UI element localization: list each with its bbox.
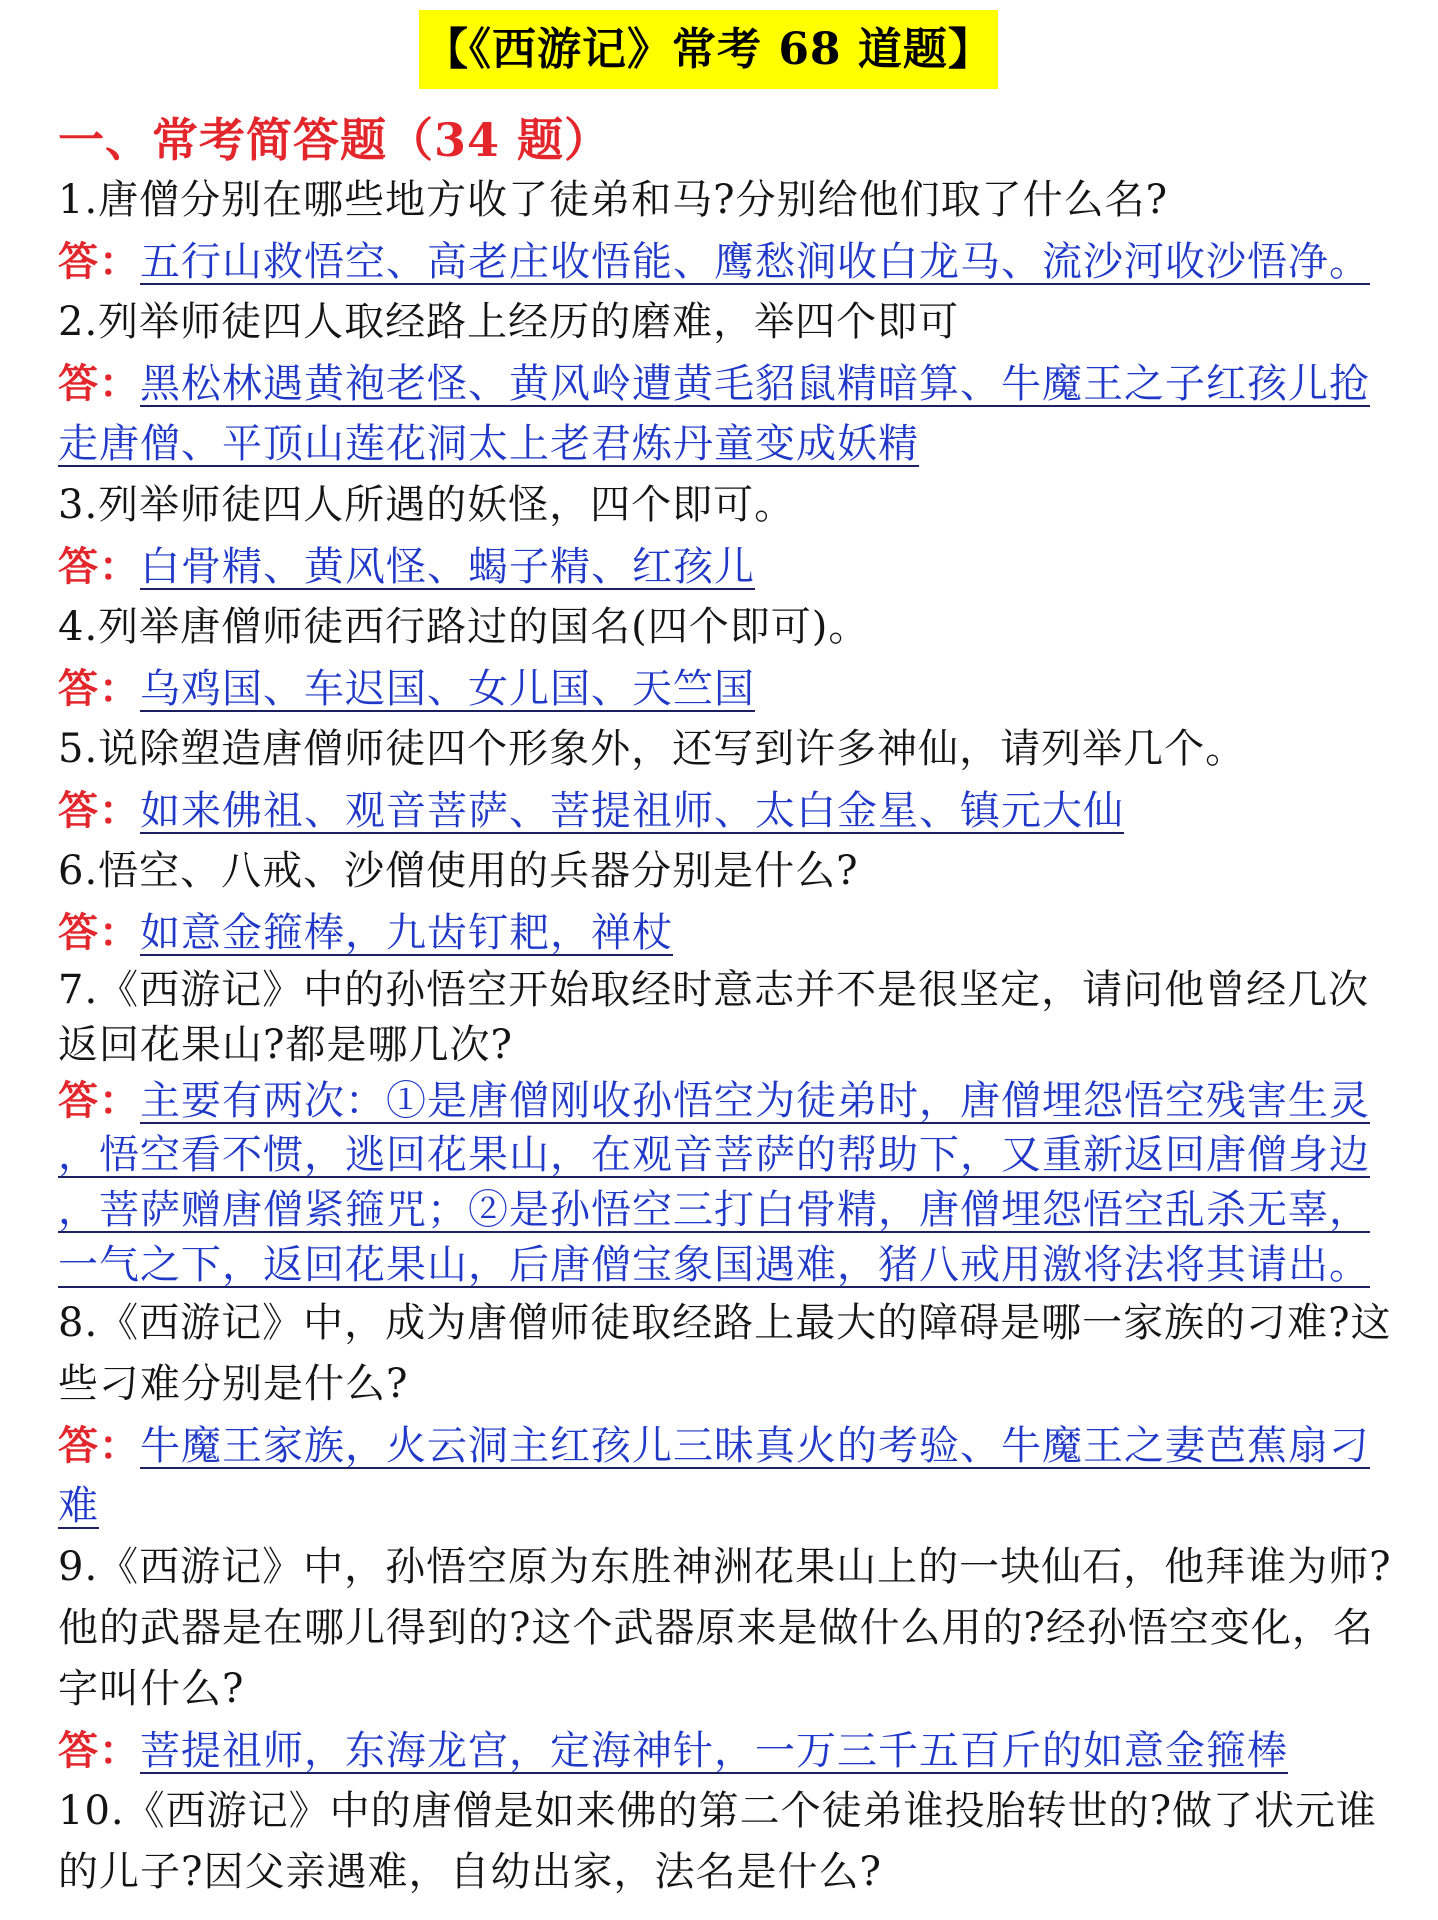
answer-text: 黑松林遇黄袍老怪、黄风岭遭黄毛貂鼠精暗算、牛魔王之子红孩儿抢	[140, 361, 1370, 407]
question-line: 6.悟空、八戒、沙僧使用的兵器分别是什么?	[58, 848, 859, 894]
answer-text: 如来佛祖、观音菩萨、菩提祖师、太白金星、镇元大仙	[140, 788, 1124, 834]
question-line: 的儿子?因父亲遇难，自幼出家，法名是什么?	[58, 1849, 882, 1895]
question-line: 返回花果山?都是哪几次?	[58, 1022, 513, 1068]
question-line: 1.唐僧分别在哪些地方收了徒弟和马?分别给他们取了什么名?	[58, 177, 1169, 223]
question-line: 8.《西游记》中，成为唐僧师徒取经路上最大的障碍是哪一家族的刁难?这	[58, 1300, 1392, 1346]
question-line: 3.列举师徒四人所遇的妖怪，四个即可。	[58, 482, 796, 528]
answer-line	[58, 1128, 1418, 1183]
answer-text: ，悟空看不惯，逃回花果山，在观音菩萨的帮助下，又重新返回唐僧身边	[58, 1132, 1370, 1178]
answer-line	[58, 1238, 1418, 1293]
answer-label: 答：	[58, 1077, 140, 1124]
answer-text: 主要有两次：①是唐僧刚收孙悟空为徒弟时，唐僧埋怨悟空残害生灵	[140, 1078, 1370, 1124]
answer-text: 白骨精、黄风怪、蝎子精、红孩儿	[140, 544, 755, 590]
answer-label: 答：	[58, 665, 140, 712]
answer-text: 一气之下，返回花果山，后唐僧宝象国遇难，猪八戒用激将法将其请出。	[58, 1242, 1370, 1288]
answer-label: 答：	[58, 1422, 140, 1469]
question-line: 10.《西游记》中的唐僧是如来佛的第二个徒弟谁投胎转世的?做了状元谁	[58, 1788, 1378, 1834]
answer-text: 难	[58, 1483, 99, 1529]
qa-item-7	[58, 963, 1418, 1293]
answer-line	[58, 1073, 1418, 1128]
answer-line	[58, 414, 1418, 475]
answer-text: 牛魔王家族，火云洞主红孩儿三昧真火的考验、牛魔王之妻芭蕉扇刁	[140, 1423, 1370, 1469]
qa-list	[58, 170, 1418, 1903]
answer-label: 答：	[58, 543, 140, 590]
question-line: 他的武器是在哪儿得到的?这个武器原来是做什么用的?经孙悟空变化，名	[58, 1605, 1374, 1651]
answer-line	[58, 1415, 1418, 1476]
qa-item-4	[58, 597, 1418, 719]
question-line: 9.《西游记》中，孙悟空原为东胜神洲花果山上的一块仙石，他拜谁为师?	[58, 1544, 1392, 1590]
question-line: 2.列举师徒四人取经路上经历的磨难，举四个即可	[58, 299, 960, 345]
answer-line	[58, 1720, 1418, 1781]
answer-line	[58, 902, 1418, 963]
qa-item-5	[58, 719, 1418, 841]
answer-label: 答：	[58, 360, 140, 407]
answer-text: 走唐僧、平顶山莲花洞太上老君炼丹童变成妖精	[58, 421, 919, 467]
document-title: 【《西游记》常考 68 道题】	[419, 10, 998, 89]
answer-line	[58, 1476, 1418, 1537]
answer-line	[58, 353, 1418, 414]
qa-item-2	[58, 292, 1418, 475]
section-heading: 一、常考简答题（34 题）	[58, 113, 612, 167]
question-line: 4.列举唐僧师徒西行路过的国名(四个即可)。	[58, 604, 870, 650]
answer-text: 如意金箍棒，九齿钉耙，禅杖	[140, 910, 673, 956]
answer-text: ，菩萨赠唐僧紧箍咒；②是孙悟空三打白骨精，唐僧埋怨悟空乱杀无辜，	[58, 1187, 1370, 1233]
answer-label: 答：	[58, 238, 140, 285]
answer-label: 答：	[58, 909, 140, 956]
qa-item-1	[58, 170, 1418, 292]
answer-text: 菩提祖师，东海龙宫，定海神针，一万三千五百斤的如意金箍棒	[140, 1728, 1288, 1774]
question-line: 些刁难分别是什么?	[58, 1361, 409, 1407]
answer-line	[58, 1183, 1418, 1238]
answer-label: 答：	[58, 1727, 140, 1774]
answer-label: 答：	[58, 787, 140, 834]
answer-line	[58, 536, 1418, 597]
qa-item-6	[58, 841, 1418, 963]
question-line: 字叫什么?	[58, 1666, 245, 1712]
qa-item-8	[58, 1293, 1418, 1537]
question-line: 5.说除塑造唐僧师徒四个形象外，还写到许多神仙，请列举几个。	[58, 726, 1247, 772]
qa-item-9	[58, 1537, 1418, 1781]
answer-text: 五行山救悟空、高老庄收悟能、鹰愁涧收白龙马、流沙河收沙悟净。	[140, 239, 1370, 285]
answer-line	[58, 231, 1418, 292]
qa-item-10	[58, 1781, 1418, 1903]
question-line: 7.《西游记》中的孙悟空开始取经时意志并不是很坚定，请问他曾经几次	[58, 967, 1370, 1013]
answer-line	[58, 780, 1418, 841]
qa-item-3	[58, 475, 1418, 597]
answer-line	[58, 658, 1418, 719]
answer-text: 乌鸡国、车迟国、女儿国、天竺国	[140, 666, 755, 712]
